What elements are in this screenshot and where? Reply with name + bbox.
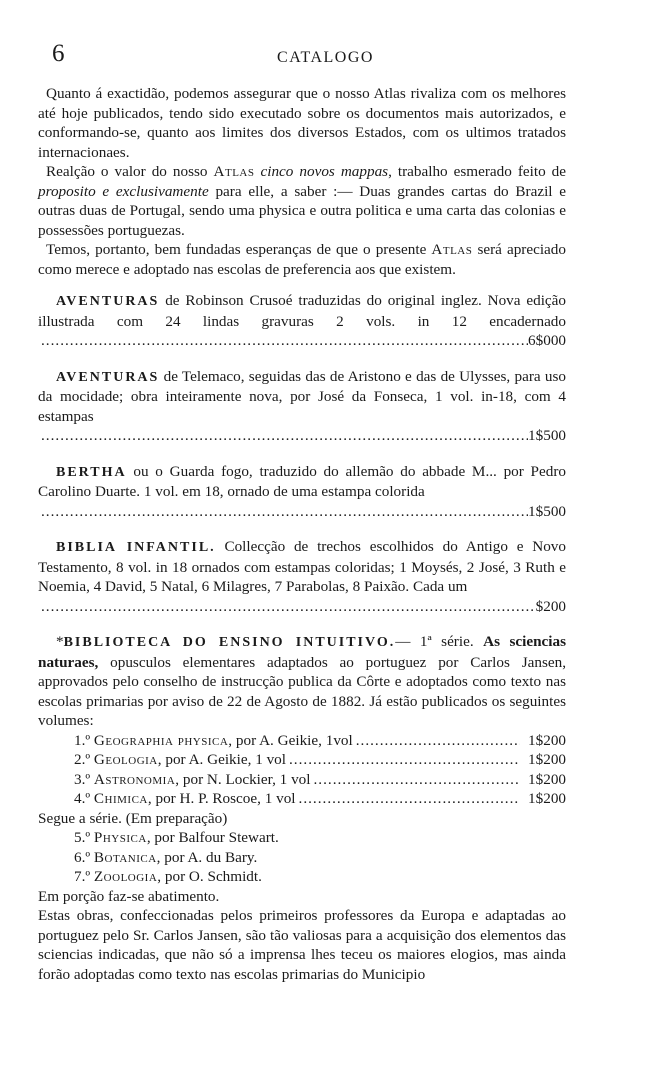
volume-line: 4.º Chimica, por H. P. Roscoe, 1 vol ..... 1$200 bbox=[74, 789, 566, 809]
page-number: 6 bbox=[52, 40, 65, 67]
entry-heading: AVENTURAS bbox=[56, 294, 160, 309]
volume-subject: Physica bbox=[93, 829, 147, 846]
intro-paragraph-3: Temos, portanto, bem fundadas esperanças de que o presente Atlas será apreciado como merece e adoptado nas escolas de preferencia aos que existem. bbox=[38, 241, 566, 278]
volume-price: 1$200 bbox=[528, 790, 566, 807]
price-line bbox=[38, 502, 566, 522]
catalog-entry bbox=[38, 291, 566, 331]
bibliotheca-heading: BIBLIOTECA DO ENSINO INTUITIVO. bbox=[63, 635, 396, 650]
volume-subject: Chimica bbox=[93, 790, 148, 807]
series-label: — 1ª série. bbox=[395, 633, 474, 650]
published-volumes bbox=[38, 731, 566, 809]
volume-subject: Astronomia bbox=[93, 770, 176, 788]
volume-line: 5.º Physica, por Balfour Stewart. bbox=[74, 829, 279, 846]
atlas-word: Atlas bbox=[431, 241, 473, 258]
intro-paragraph-2: Realção o valor do nosso Atlas cinco novos mappas, trabalho esmerado feito de proposito e exclusivamente para elle, a saber :— Duas grandes cartas do Brazil e outras duas de Portugal, sendo uma physica e outra politica e uma carta das colonias e possessões portuguezas. bbox=[38, 163, 567, 239]
asterisk-mark: * bbox=[56, 633, 64, 650]
bibliotheca-text: opusculos elementares adaptados ao portuguez por Carlos Jansen, approvados pelo conselho de instrucção publica da Côrte e adoptados como texto nas escolas primarias por aviso de 22 de Agosto de 1882. Já estão publicados os seguintes volumes: bbox=[38, 653, 566, 729]
entry-text: ou o Guarda fogo, traduzido do allemão do abbade M... por Pedro Carolino Duarte. 1 vol. em 18, ornado de uma estampa colorida bbox=[38, 462, 566, 500]
abatimento-line: Em porção faz-se abatimento. bbox=[38, 887, 220, 905]
volume-line: 1.º Geographia physica, por A. Geikie, 1vol ..... 1$200 bbox=[74, 731, 566, 751]
entry-price: 6$000 bbox=[528, 332, 566, 349]
volume-subject: Botanica bbox=[93, 848, 157, 866]
entry-text: de Telemaco, seguidas das de Aristono e das de Ulysses, para uso da mocidade; obra inteiramente nova, por José da Fonseca, 1 vol. in-18, com 4 estampas bbox=[38, 367, 566, 425]
intro-paragraph-1: Quanto á exactidão, podemos assegurar que o nosso Atlas rivaliza com os melhores até hoje publicados, tendo sido executado sobre os documentos mais autorizados, e conformando-se, quanto aos limites dos diversos Estados, com os ultimos tratados internacionaes. bbox=[38, 85, 566, 161]
atlas-word: Atlas bbox=[213, 163, 255, 180]
page-title: CATALOGO bbox=[277, 49, 374, 66]
entry-heading: AVENTURAS bbox=[56, 369, 160, 385]
catalog-entry bbox=[38, 367, 566, 427]
bibliotheca-entry bbox=[38, 632, 566, 731]
preparing-volumes bbox=[38, 828, 566, 887]
entry-price: 1$500 bbox=[528, 502, 566, 520]
volume-line: 3.º Astronomia, por N. Lockier, 1 vol ..... 1$200 bbox=[74, 770, 566, 790]
price-line bbox=[38, 426, 566, 446]
catalog-entry bbox=[38, 537, 566, 597]
emphasis-text: cinco novos mappas bbox=[260, 163, 389, 180]
entry-heading: BERTHA bbox=[56, 464, 127, 480]
entry-heading: BIBLIA INFANTIL. bbox=[56, 540, 216, 555]
emphasis-text: proposito e exclusivamente bbox=[38, 182, 209, 200]
price-line bbox=[38, 331, 566, 351]
volume-price: 1$200 bbox=[528, 770, 566, 788]
volume-line: 7.º Zoologia, por O. Schmidt. bbox=[74, 868, 262, 885]
closing-paragraph: Estas obras, confeccionadas pelos primeiros professores da Europa e adaptadas ao portuguez pelo Sr. Carlos Jansen, são tão valiosas para a acquisição dos elementos das sciencias indicadas, que não só a imprensa lhes teceu os maiores elogios, mas ainda forão adoptadas como texto nas escolas primarias do Municipio bbox=[38, 907, 566, 983]
volume-line: 6.º Botanica, por A. du Bary. bbox=[74, 848, 258, 866]
segue-line: Segue a série. (Em preparação) bbox=[38, 809, 228, 827]
volume-subject: Zoologia bbox=[93, 868, 158, 885]
volume-line: 2.º Geologia, por A. Geikie, 1 vol ..... 1$200 bbox=[74, 750, 566, 770]
catalog-entry bbox=[38, 462, 566, 502]
volume-price: 1$200 bbox=[528, 731, 566, 749]
bibliotheca-subheading: As sciencias naturaes, bbox=[38, 633, 566, 671]
page-content bbox=[38, 84, 566, 984]
entry-text: de Robinson Crusoé traduzidas do original inglez. Nova edição illustrada com 24 lindas gravuras 2 vols. in 12 encadernado bbox=[38, 292, 566, 330]
entry-text: Collecção de trechos escolhidos do Antigo e Novo Testamento, 8 vol. in 18 ornados com estampas coloridas; 1 Moysés, 2 José, 3 Ruth e Noemia, 4 David, 5 Natal, 6 Milagres, 7 Parabolas, 8 Paixão. Cada um bbox=[38, 538, 566, 595]
volume-subject: Geographia physica bbox=[93, 731, 229, 749]
entry-price: 1$500 bbox=[528, 427, 566, 444]
entry-price: $200 bbox=[535, 597, 566, 615]
price-line bbox=[38, 597, 566, 617]
volume-price: 1$200 bbox=[528, 751, 566, 768]
volume-subject: Geologia bbox=[93, 751, 158, 768]
